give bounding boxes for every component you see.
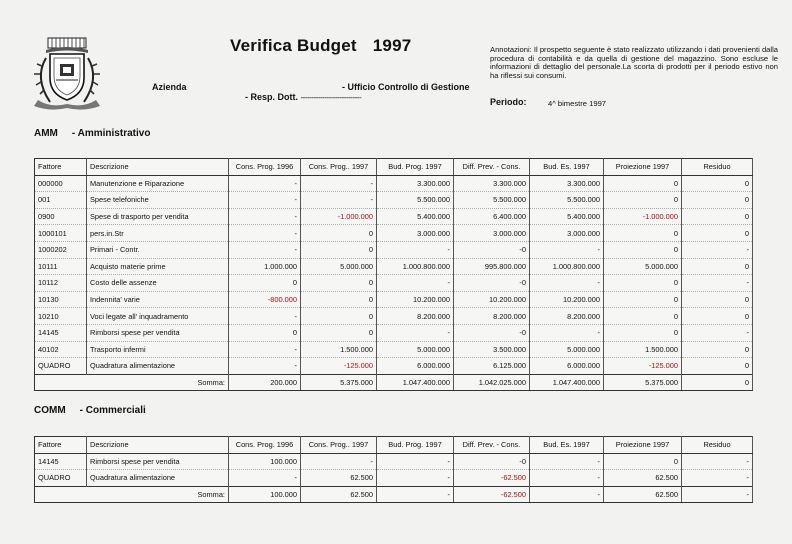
value-cell: -62.500	[454, 470, 530, 487]
value-cell: 8.200.000	[454, 308, 530, 325]
fattore-cell: 10130	[35, 291, 87, 308]
value-cell: 1.500.000	[604, 341, 682, 358]
fattore-cell: 0900	[35, 208, 87, 225]
value-cell: 5.000.000	[301, 258, 377, 275]
value-cell: -	[229, 341, 301, 358]
responsabile-blank: ----------------------------	[300, 93, 362, 102]
value-cell: -	[377, 470, 454, 487]
total-cell: 5.375.000	[604, 374, 682, 391]
total-row	[35, 374, 753, 391]
value-cell: -	[530, 324, 604, 341]
value-cell: 5.500.000	[530, 192, 604, 209]
table-row	[35, 291, 753, 308]
annotations-text: Annotazioni: Il prospetto seguente è stato realizzato utilizzando i dati provenienti dalla procedura di contabilità e da quella di gestione del magazzino. Sono escluse le informazioni di dettaglio del personale.La scorta di prodotti per il periodo estivo non ha riflessi sui consumi.	[490, 45, 778, 80]
value-cell: 3.000.000	[377, 225, 454, 242]
table-row	[35, 341, 753, 358]
table-row	[35, 258, 753, 275]
section-name: - Commerciali	[79, 405, 146, 416]
section-heading-comm	[34, 405, 146, 416]
value-cell: -	[377, 241, 454, 258]
table-row	[35, 208, 753, 225]
value-cell: -	[377, 275, 454, 292]
fattore-cell: 14145	[35, 453, 87, 470]
descrizione-cell: Costo delle assenze	[87, 275, 229, 292]
total-cell: -	[530, 486, 604, 503]
column-header: Diff. Prev. - Cons.	[454, 159, 530, 176]
value-cell: -	[530, 453, 604, 470]
value-cell: -	[229, 470, 301, 487]
value-cell: 6.000.000	[377, 358, 454, 375]
value-cell: 3.300.000	[454, 175, 530, 192]
value-cell: 0	[604, 308, 682, 325]
fattore-cell: 10210	[35, 308, 87, 325]
value-cell: 0	[604, 275, 682, 292]
section-name: - Amministrativo	[71, 128, 151, 139]
value-cell: -0	[454, 241, 530, 258]
descrizione-cell: Quadratura alimentazione	[87, 470, 229, 487]
value-cell: 62.500	[301, 470, 377, 487]
value-cell: -	[301, 175, 377, 192]
column-header: Cons. Prog.. 1997	[301, 159, 377, 176]
descrizione-cell: Voci legate all' inquadramento	[87, 308, 229, 325]
value-cell: 62.500	[604, 470, 682, 487]
value-cell: 0	[682, 192, 753, 209]
value-cell: 0	[301, 291, 377, 308]
total-label: Somma:	[35, 486, 229, 503]
value-cell: -	[229, 208, 301, 225]
value-cell: 1.500.000	[301, 341, 377, 358]
value-cell: 1.000.000	[229, 258, 301, 275]
value-cell: 0	[604, 225, 682, 242]
title-year: 1997	[372, 36, 412, 55]
budget-table-amm	[34, 158, 753, 391]
value-cell: 5.500.000	[377, 192, 454, 209]
descrizione-cell: Spese di trasporto per vendita	[87, 208, 229, 225]
value-cell: 10.200.000	[454, 291, 530, 308]
descrizione-cell: Trasporto infermi	[87, 341, 229, 358]
responsabile-line	[245, 92, 361, 102]
value-cell: -0	[454, 275, 530, 292]
total-cell: 100.000	[229, 486, 301, 503]
fattore-cell: QUADRO	[35, 470, 87, 487]
section-code: AMM	[34, 128, 58, 139]
periodo-label: Periodo:	[490, 97, 527, 107]
column-header: Proiezione 1997	[604, 437, 682, 454]
value-cell: 0	[682, 258, 753, 275]
section-code: COMM	[34, 405, 66, 416]
value-cell: -	[301, 192, 377, 209]
value-cell: 3.500.000	[454, 341, 530, 358]
value-cell: -	[682, 470, 753, 487]
fattore-cell: 000000	[35, 175, 87, 192]
value-cell: -	[229, 241, 301, 258]
value-cell: -	[530, 241, 604, 258]
value-cell: 0	[604, 175, 682, 192]
column-header: Diff. Prev. - Cons.	[454, 437, 530, 454]
total-row	[35, 486, 753, 503]
value-cell: 6.000.000	[530, 358, 604, 375]
fattore-cell: 14145	[35, 324, 87, 341]
descrizione-cell: Acquisto materie prime	[87, 258, 229, 275]
value-cell: -	[377, 453, 454, 470]
responsabile-label: - Resp. Dott.	[245, 92, 298, 102]
column-header: Cons. Prog.. 1997	[301, 437, 377, 454]
value-cell: 0	[604, 241, 682, 258]
table-row	[35, 324, 753, 341]
value-cell: 0	[301, 241, 377, 258]
value-cell: 0	[604, 291, 682, 308]
total-cell: 5.375.000	[301, 374, 377, 391]
value-cell: -	[229, 358, 301, 375]
value-cell: 0	[229, 324, 301, 341]
value-cell: 6.125.000	[454, 358, 530, 375]
value-cell: 5.400.000	[377, 208, 454, 225]
title-text: Verifica Budget	[230, 36, 357, 55]
column-header: Bud. Prog. 1997	[377, 437, 454, 454]
descrizione-cell: Manutenzione e Riparazione	[87, 175, 229, 192]
value-cell: -125.000	[301, 358, 377, 375]
value-cell: 995.800.000	[454, 258, 530, 275]
column-header: Cons. Prog. 1996	[229, 159, 301, 176]
page-title	[230, 36, 411, 56]
column-header: Proiezione 1997	[604, 159, 682, 176]
column-header: Descrizione	[87, 437, 229, 454]
total-cell: -62.500	[454, 486, 530, 503]
periodo-value: 4^ bimestre 1997	[548, 99, 607, 108]
value-cell: -	[682, 453, 753, 470]
value-cell: 100.000	[229, 453, 301, 470]
value-cell: 0	[301, 275, 377, 292]
value-cell: 0	[301, 324, 377, 341]
value-cell: 0	[301, 308, 377, 325]
column-header: Cons. Prog. 1996	[229, 437, 301, 454]
fattore-cell: 1000202	[35, 241, 87, 258]
fattore-cell: 1000101	[35, 225, 87, 242]
total-cell: -	[377, 486, 454, 503]
table-row	[35, 308, 753, 325]
value-cell: 0	[604, 192, 682, 209]
value-cell: 0	[682, 341, 753, 358]
table-row	[35, 275, 753, 292]
fattore-cell: 40102	[35, 341, 87, 358]
column-header: Residuo	[682, 437, 753, 454]
ufficio-label: - Ufficio Controllo di Gestione	[342, 82, 470, 92]
descrizione-cell: pers.in.Str	[87, 225, 229, 242]
value-cell: 0	[682, 358, 753, 375]
value-cell: 3.000.000	[530, 225, 604, 242]
municipal-crest-icon	[30, 36, 104, 112]
fattore-cell: 001	[35, 192, 87, 209]
fattore-cell: QUADRO	[35, 358, 87, 375]
value-cell: 0	[682, 225, 753, 242]
value-cell: 6.400.000	[454, 208, 530, 225]
value-cell: 8.200.000	[377, 308, 454, 325]
descrizione-cell: Quadratura alimentazione	[87, 358, 229, 375]
descrizione-cell: Rimborsi spese per vendita	[87, 324, 229, 341]
value-cell: -	[377, 324, 454, 341]
value-cell: 0	[682, 208, 753, 225]
total-cell: -	[682, 486, 753, 503]
value-cell: 5.000.000	[530, 341, 604, 358]
value-cell: 5.000.000	[604, 258, 682, 275]
total-cell: 0	[682, 374, 753, 391]
total-label: Somma:	[35, 374, 229, 391]
total-cell: 1.047.400.000	[530, 374, 604, 391]
column-header: Bud. Es. 1997	[530, 437, 604, 454]
total-cell: 62.500	[604, 486, 682, 503]
value-cell: -0	[454, 324, 530, 341]
table-row	[35, 470, 753, 487]
value-cell: -	[530, 470, 604, 487]
table-row	[35, 175, 753, 192]
column-header: Fattore	[35, 159, 87, 176]
descrizione-cell: Primari - Contr.	[87, 241, 229, 258]
azienda-label: Azienda	[152, 82, 187, 92]
value-cell: 5.000.000	[377, 341, 454, 358]
value-cell: 0	[682, 175, 753, 192]
total-cell: 1.047.400.000	[377, 374, 454, 391]
total-cell: 200.000	[229, 374, 301, 391]
value-cell: 8.200.000	[530, 308, 604, 325]
value-cell: 0	[682, 291, 753, 308]
value-cell: -1.000.000	[301, 208, 377, 225]
value-cell: 0	[604, 324, 682, 341]
value-cell: 0	[229, 275, 301, 292]
section-heading-amm	[34, 128, 150, 139]
value-cell: -	[229, 192, 301, 209]
column-header: Bud. Es. 1997	[530, 159, 604, 176]
table-row	[35, 192, 753, 209]
budget-table-comm	[34, 436, 753, 503]
value-cell: -0	[454, 453, 530, 470]
value-cell: 5.500.000	[454, 192, 530, 209]
table-header-row	[35, 159, 753, 176]
value-cell: -	[301, 453, 377, 470]
column-header: Residuo	[682, 159, 753, 176]
value-cell: 1.000.800.000	[530, 258, 604, 275]
table-row	[35, 453, 753, 470]
value-cell: -	[229, 308, 301, 325]
value-cell: 3.300.000	[377, 175, 454, 192]
value-cell: 3.000.000	[454, 225, 530, 242]
descrizione-cell: Rimborsi spese per vendita	[87, 453, 229, 470]
value-cell: -	[682, 324, 753, 341]
value-cell: -	[229, 175, 301, 192]
value-cell: -125.000	[604, 358, 682, 375]
value-cell: 10.200.000	[530, 291, 604, 308]
total-cell: 1.042.025.000	[454, 374, 530, 391]
value-cell: 10.200.000	[377, 291, 454, 308]
value-cell: -	[530, 275, 604, 292]
column-header: Fattore	[35, 437, 87, 454]
value-cell: -1.000.000	[604, 208, 682, 225]
value-cell: 0	[682, 308, 753, 325]
table-row	[35, 358, 753, 375]
fattore-cell: 10112	[35, 275, 87, 292]
column-header: Bud. Prog. 1997	[377, 159, 454, 176]
descrizione-cell: Spese telefoniche	[87, 192, 229, 209]
value-cell: 0	[604, 453, 682, 470]
total-cell: 62.500	[301, 486, 377, 503]
table-header-row	[35, 437, 753, 454]
fattore-cell: 10111	[35, 258, 87, 275]
column-header: Descrizione	[87, 159, 229, 176]
value-cell: -	[229, 225, 301, 242]
value-cell: -	[682, 275, 753, 292]
value-cell: 0	[301, 225, 377, 242]
descrizione-cell: Indennita' varie	[87, 291, 229, 308]
value-cell: 1.000.800.000	[377, 258, 454, 275]
table-row	[35, 241, 753, 258]
value-cell: -800.000	[229, 291, 301, 308]
value-cell: 3.300.000	[530, 175, 604, 192]
value-cell: 5.400.000	[530, 208, 604, 225]
table-row	[35, 225, 753, 242]
value-cell: -	[682, 241, 753, 258]
